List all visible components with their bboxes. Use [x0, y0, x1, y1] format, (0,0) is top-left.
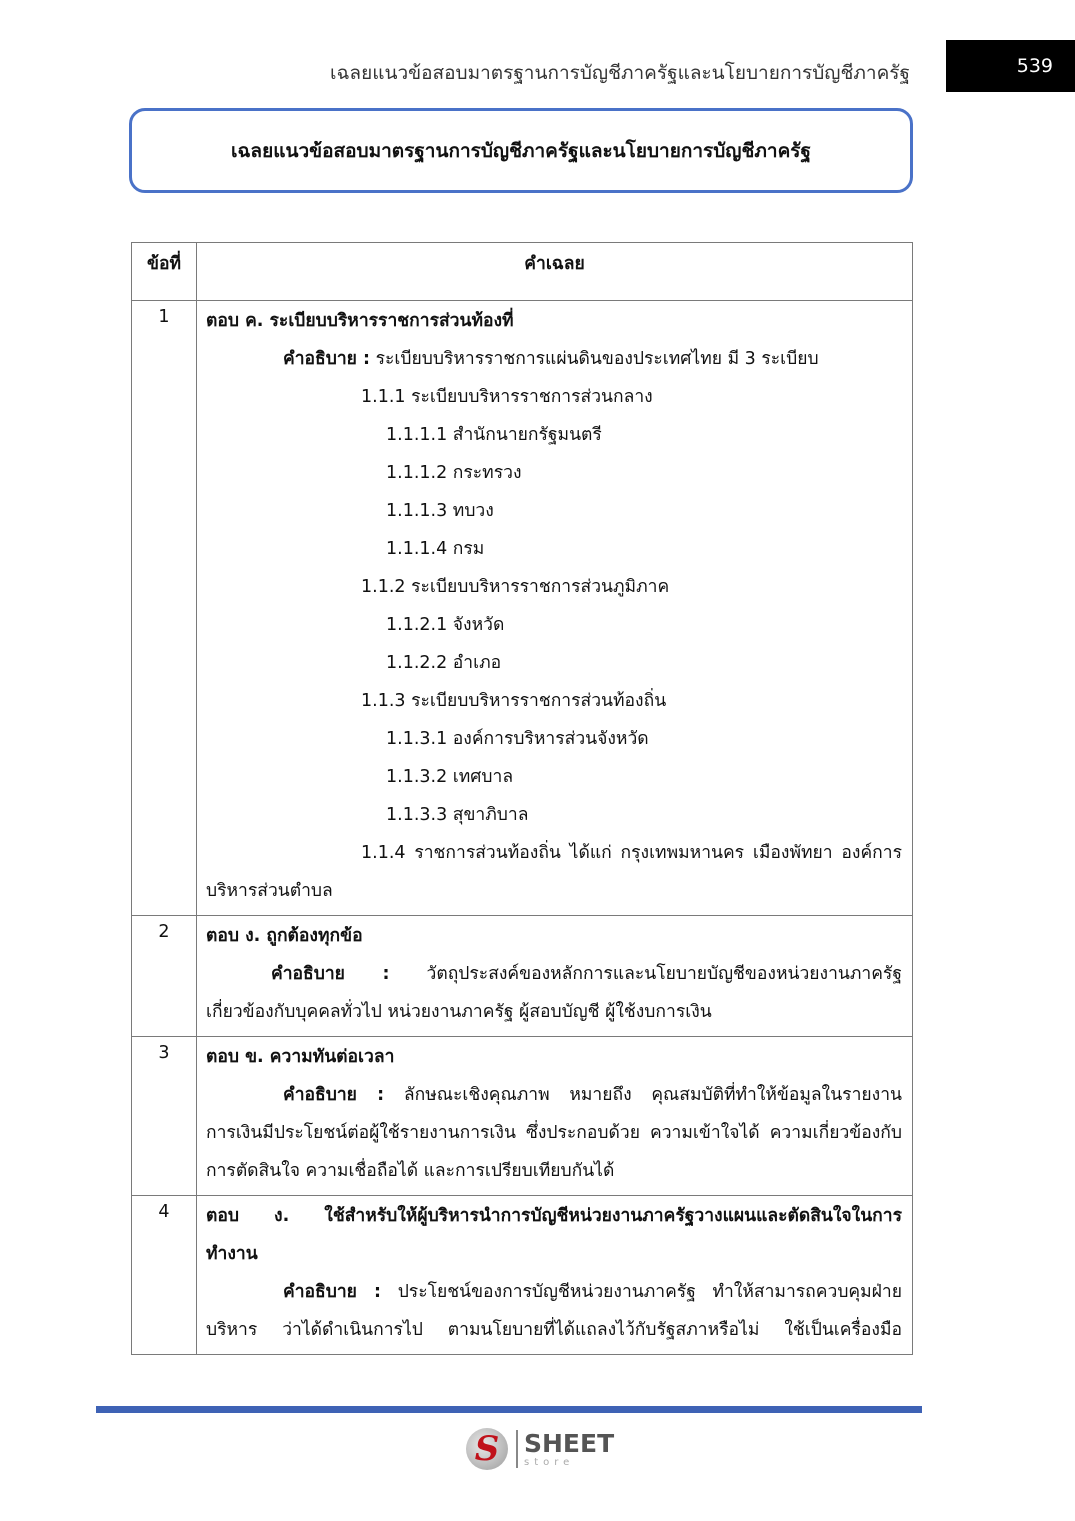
logo-divider [516, 1430, 518, 1468]
row-number: 2 [132, 916, 197, 1037]
explanation [206, 345, 902, 383]
list-item: 1.1.4 ราชการส่วนท้องถิ่น ได้แก่ กรุงเทพมหานคร เมืองพัทยา องค์การ [361, 843, 902, 863]
title-box [129, 108, 913, 193]
logo-sub-text: store [524, 1456, 575, 1468]
sheet-store-logo [466, 1426, 626, 1472]
explanation-label: คำอธิบาย : [271, 964, 390, 984]
explanation-continued: การตัดสินใจ ความเชื่อถือได้ และการเปรียบเทียบกันได้ [206, 1161, 615, 1181]
row-answer-cell [197, 1196, 913, 1355]
s-logo-icon: S [466, 1428, 508, 1470]
answer-table [131, 242, 913, 1355]
explanation-label: คำอธิบาย : [283, 1085, 385, 1105]
logo-wordmark [524, 1428, 615, 1468]
table-row [132, 301, 913, 916]
explanation-text: ระเบียบบริหารราชการแผ่นดินของประเทศไทย มี 3 ระเบียบ [375, 349, 819, 369]
table-row [132, 1196, 913, 1355]
list-item: 1.1.3.3 สุขาภิบาล [386, 805, 529, 825]
list-item: 1.1.1.1 สำนักนายกรัฐมนตรี [386, 425, 602, 445]
list-item: 1.1.1 ระเบียบบริหารราชการส่วนกลาง [361, 387, 653, 407]
list-item-continued: บริหารส่วนตำบล [206, 881, 333, 901]
footer-bar [96, 1406, 922, 1413]
explanation-label: คำอธิบาย : [283, 1282, 382, 1302]
explanation-continued: การเงินมีประโยชน์ต่อผู้ใช้รายงานการเงิน ซึ่งประกอบด้วย ความเข้าใจได้ ความเกี่ยวข้องกับ [206, 1123, 902, 1143]
explanation-continued: เกี่ยวข้องกับบุคคลทั่วไป หน่วยงานภาครัฐ ผู้สอบบัญชี ผู้ใช้งบการเงิน [206, 1002, 712, 1022]
list-item: 1.1.1.3 ทบวง [386, 501, 494, 521]
answer-text: ตอบ ง. ถูกต้องทุกข้อ [206, 926, 363, 946]
answer-text: ตอบ ง. ใช้สำหรับให้ผู้บริหารนำการบัญชีหน่วยงานภาครัฐวางแผนและตัดสินใจในการ [206, 1206, 902, 1226]
row-number: 3 [132, 1037, 197, 1196]
list-item: 1.1.3 ระเบียบบริหารราชการส่วนท้องถิ่น [361, 691, 667, 711]
table-row [132, 916, 913, 1037]
list-item: 1.1.3.2 เทศบาล [386, 767, 514, 787]
row-answer-cell [197, 916, 913, 1037]
row-number: 1 [132, 301, 197, 916]
list-item: 1.1.2.2 อำเภอ [386, 653, 502, 673]
answer-text-continued: ทำงาน [206, 1244, 258, 1264]
explanation-text: ลักษณะเชิงคุณภาพ หมายถึง คุณสมบัติที่ทำให้ข้อมูลในรายงาน [403, 1085, 902, 1105]
explanation-text: ประโยชน์ของการบัญชีหน่วยงานภาครัฐ ทำให้สามารถควบคุมฝ่าย [397, 1282, 902, 1302]
running-header: เฉลยแนวข้อสอบมาตรฐานการบัญชีภาครัฐและนโยบายการบัญชีภาครัฐ [330, 62, 910, 84]
row-answer-cell [197, 301, 913, 916]
explanation [206, 960, 902, 998]
row-answer-cell [197, 1037, 913, 1196]
table-row [132, 1037, 913, 1196]
answer-text: ตอบ ค. ระเบียบบริหารราชการส่วนท้องที่ [206, 311, 514, 331]
row-number: 4 [132, 1196, 197, 1355]
answer-text: ตอบ ข. ความทันต่อเวลา [206, 1047, 395, 1067]
list-item: 1.1.1.4 กรม [386, 539, 485, 559]
explanation-label: คำอธิบาย : [283, 349, 371, 369]
list-item: 1.1.3.1 องค์การบริหารส่วนจังหวัด [386, 729, 649, 749]
list-item: 1.1.2 ระเบียบบริหารราชการส่วนภูมิภาค [361, 577, 670, 597]
header-answer: คำเฉลย [197, 243, 913, 301]
header-number: ข้อที่ [132, 243, 197, 301]
title-text: เฉลยแนวข้อสอบมาตรฐานการบัญชีภาครัฐและนโยบายการบัญชีภาครัฐ [231, 139, 811, 162]
list-item: 1.1.2.1 จังหวัด [386, 615, 505, 635]
list-item: 1.1.1.2 กระทรวง [386, 463, 522, 483]
explanation [206, 1278, 902, 1316]
explanation [206, 1081, 902, 1119]
explanation-text: วัตถุประสงค์ของหลักการและนโยบายบัญชีของหน่วยงานภาครัฐ [426, 964, 902, 984]
explanation-continued: บริหาร ว่าได้ดำเนินการไป ตามนโยบายที่ได้แถลงไว้กับรัฐสภาหรือไม่ ใช้เป็นเครื่องมือ [206, 1320, 902, 1340]
table-header-row [132, 243, 913, 301]
logo-main-text: SHEET [524, 1428, 615, 1458]
page-number: 539 [946, 40, 1075, 92]
